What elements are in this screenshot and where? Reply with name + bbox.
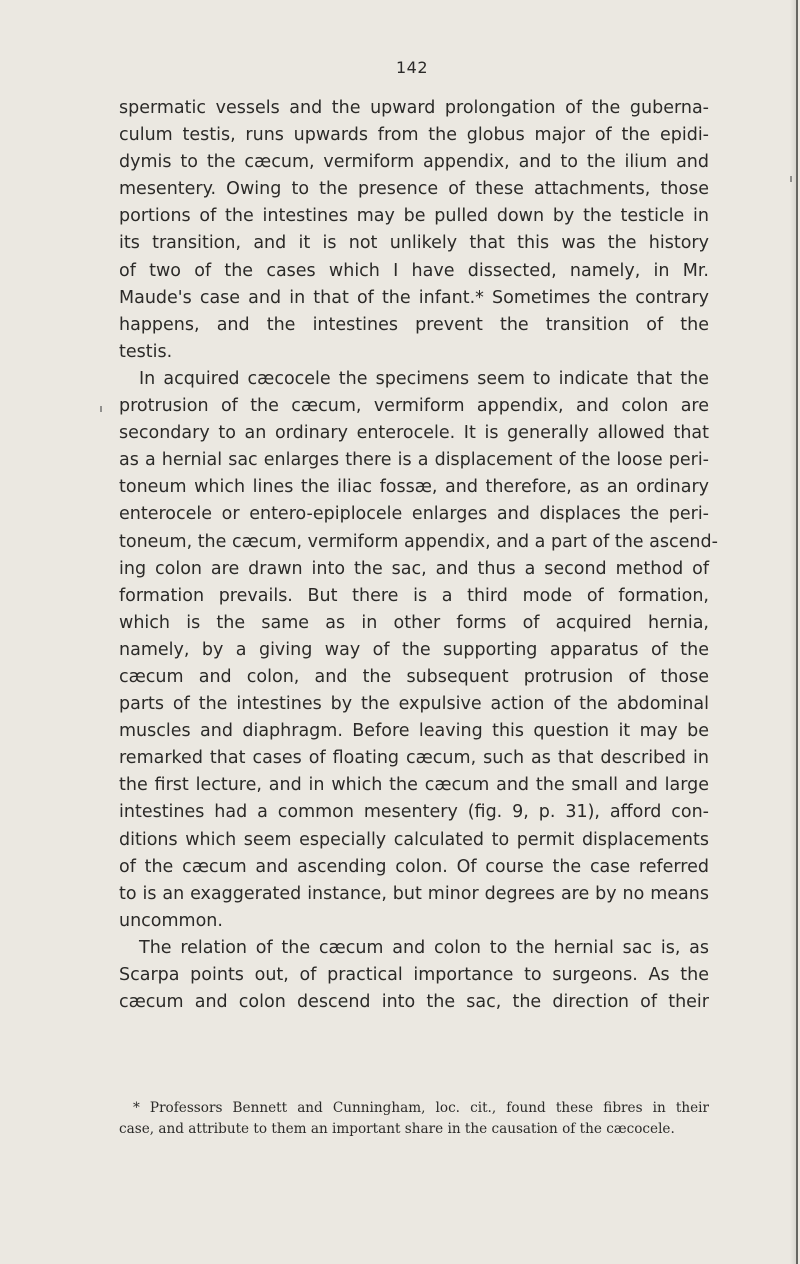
text-line: dymis to the cæcum, vermiform appendix, and to the ilium and xyxy=(119,152,709,173)
text-line: intestines had a common mesentery (fig. 9, p. 31), afford con- xyxy=(119,802,709,823)
footnote-line: case, and attribute to them an important share in the causation of the cæcocele. xyxy=(119,1121,675,1137)
text-line: the first lecture, and in which the cæcum and the small and large xyxy=(119,775,709,796)
text-line: toneum, the cæcum, vermiform appendix, and a part of the ascend- xyxy=(119,531,718,552)
text-line: muscles and diaphragm. Before leaving this question it may be xyxy=(119,721,709,742)
text-line: to is an exaggerated instance, but minor degrees are by no means xyxy=(119,883,709,904)
text-line: spermatic vessels and the upward prolongation of the guberna- xyxy=(119,98,709,118)
text-line: of two of the cases which I have dissected, namely, in Mr. xyxy=(119,260,709,281)
text-line: parts of the intestines by the expulsive action of the abdominal xyxy=(119,694,709,715)
text-line: cæcum and colon descend into the sac, the direction of their xyxy=(119,992,709,1013)
text-line: uncommon. xyxy=(119,910,223,931)
page-number: 142 xyxy=(396,58,429,77)
margin-speck xyxy=(790,176,792,182)
text-line: as a hernial sac enlarges there is a displacement of the loose peri- xyxy=(119,450,709,471)
paragraph-start: The relation of the cæcum and colon to the hernial sac is, as xyxy=(139,937,709,958)
text-line: toneum which lines the iliac fossæ, and therefore, as an ordinary xyxy=(119,477,709,498)
text-line: ditions which seem especially calculated to permit displacements xyxy=(119,829,709,850)
text-line: mesentery. Owing to the presence of these attachments, those xyxy=(119,179,709,200)
text-line: formation prevails. But there is a third mode of formation, xyxy=(119,585,709,606)
footnote-line: * Professors Bennett and Cunningham, loc. cit., found these fibres in their xyxy=(133,1100,709,1116)
text-line: remarked that cases of floating cæcum, such as that described in xyxy=(119,748,709,769)
text-line: cæcum and colon, and the subsequent protrusion of those xyxy=(119,666,709,687)
text-line: its transition, and it is not unlikely that this was the history xyxy=(119,233,709,254)
text-line: secondary to an ordinary enterocele. It is generally allowed that xyxy=(119,423,709,444)
text-line: which is the same as in other forms of acquired hernia, xyxy=(119,612,709,633)
text-line: namely, by a giving way of the supporting apparatus of the xyxy=(119,639,709,660)
footnote xyxy=(119,1098,709,1140)
text-line: testis. xyxy=(119,341,173,362)
text-line: of the cæcum and ascending colon. Of course the case referred xyxy=(119,856,709,877)
text-line: protrusion of the cæcum, vermiform appendix, and colon are xyxy=(119,396,709,417)
paragraph-start: In acquired cæcocele the specimens seem to indicate that the xyxy=(139,368,709,389)
text-line: culum testis, runs upwards from the globus major of the epidi- xyxy=(119,125,709,146)
text-line: happens, and the intestines prevent the transition of the xyxy=(119,314,709,335)
text-line: Scarpa points out, of practical importance to surgeons. As the xyxy=(119,965,709,985)
text-line: Maude's case and in that of the infant.* Sometimes the contrary xyxy=(119,287,709,308)
text-line: ing colon are drawn into the sac, and thus a second method of xyxy=(119,558,709,579)
margin-speck xyxy=(100,406,102,412)
page-edge xyxy=(796,0,798,1264)
text-line: portions of the intestines may be pulled down by the testicle in xyxy=(119,206,709,227)
text-line: enterocele or entero-epiplocele enlarges and displaces the peri- xyxy=(119,504,709,525)
body-text xyxy=(119,95,718,1016)
